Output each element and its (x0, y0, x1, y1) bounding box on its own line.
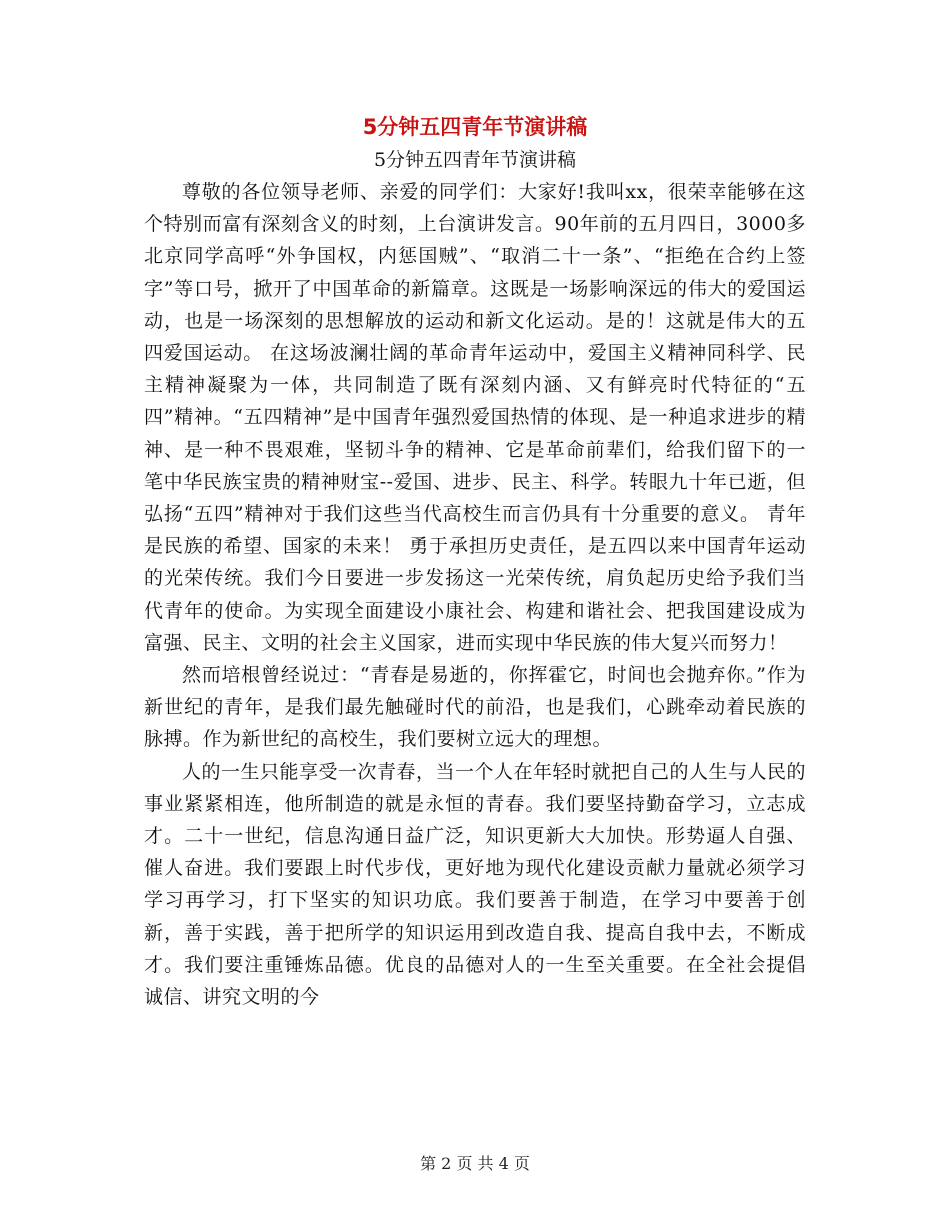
page-number-footer: 第 2 页 共 4 页 (420, 1154, 530, 1173)
document-subtitle: 5分钟五四青年节演讲稿 (373, 149, 577, 171)
paragraph-1: 尊敬的各位领导老师、亲爱的同学们：大家好!我叫xx，很荣幸能够在这个特别而富有深刻含义的时刻，上台演讲发言。90年前的五月四日，3000多北京同学高呼“外争国权，内惩国贼”、“取消二十一条”、“拒绝在合约上签字”等口号，掀开了中国革命的新篇章。这既是一场影响深远的伟大的爱国运动，也是一场深刻的思想解放的运动和新文化运动。是的！这就是伟大的五四爱国运动。 在这场波澜壮阔的革命青年运动中，爱国主义精神同科学、民主精神凝聚为一体，共同制造了既有深刻内涵、又有鲜亮时代特征的“五四”精神。“五四精神”是中国青年强烈爱国热情的体现、是一种追求进步的精神、是一种不畏艰难，坚韧斗争的精神、它是革命前辈们，给我们留下的一笔中华民族宝贵的精神财宝--爱国、进步、民主、科学。转眼九十年已逝，但弘扬“五四”精神对于我们这些当代高校生而言仍具有十分重要的意义。 青年是民族的希望、国家的未来！ 勇于承担历史责任，是五四以来中国青年运动的光荣传统。我们今日要进一步发扬这一光荣传统，肩负起历史给予我们当代青年的使命。为实现全面建设小康社会、构建和谐社会、把我国建设成为富强、民主、文明的社会主义国家，进而实现中华民族的伟大复兴而努力！ (144, 181, 806, 654)
document-body (144, 176, 806, 1013)
paragraph-2: 然而培根曾经说过：“青春是易逝的，你挥霍它，时间也会抛弃你。”作为新世纪的青年，是我们最先触碰时代的前沿，也是我们，心跳牵动着民族的脉搏。作为新世纪的高校生，我们要树立远大的理想。 (144, 664, 806, 751)
paragraph-3: 人的一生只能享受一次青春，当一个人在年轻时就把自己的人生与人民的事业紧紧相连，他所制造的就是永恒的青春。我们要坚持勤奋学习，立志成才。二十一世纪，信息沟通日益广泛，知识更新大大加快。形势逼人自强、催人奋进。我们要跟上时代步伐，更好地为现代化建设贡献力量就必须学习学习再学习，打下坚实的知识功底。我们要善于制造，在学习中要善于创新，善于实践，善于把所学的知识运用到改造自我、提高自我中去，不断成才。我们要注重锤炼品德。优良的品德对人的一生至关重要。在全社会提倡诚信、讲究文明的今 (144, 760, 807, 1009)
document-title: 5分钟五四青年节演讲稿 (362, 115, 588, 139)
